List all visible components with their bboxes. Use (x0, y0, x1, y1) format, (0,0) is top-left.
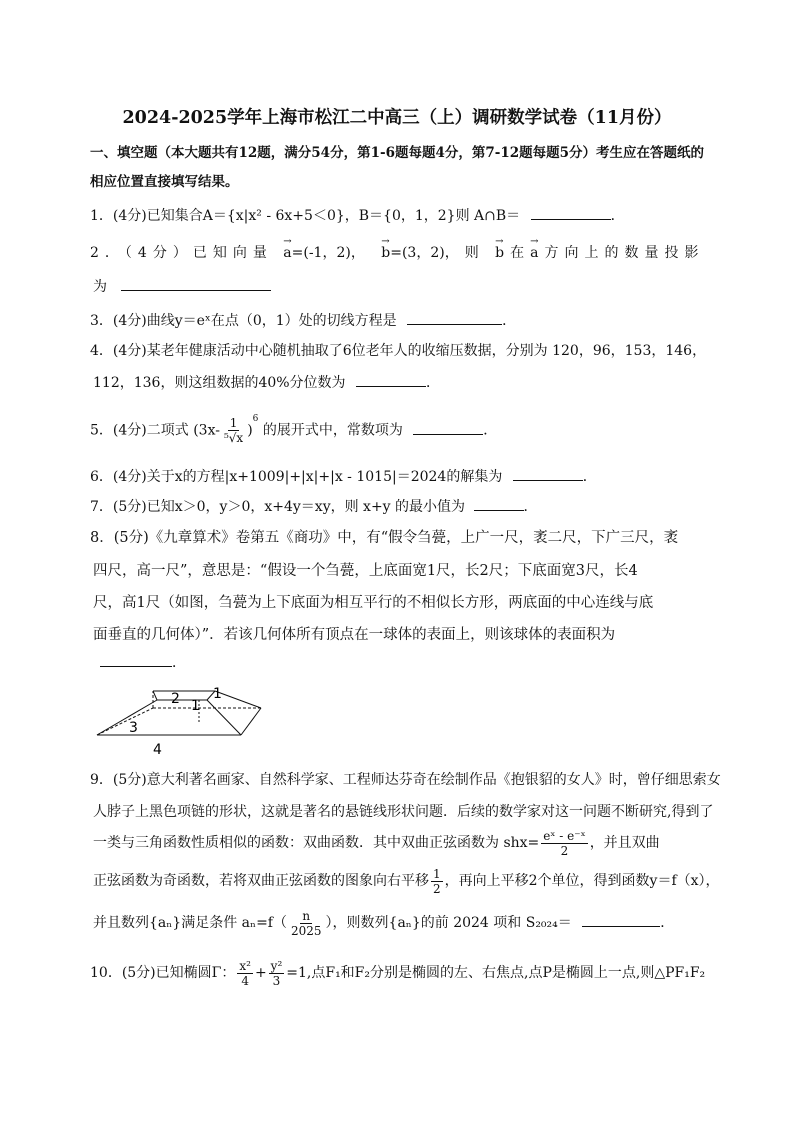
fraction-numerator: 1 (229, 416, 238, 431)
figure-label-1-height: 1 (191, 698, 200, 714)
question-1-text: 1．(4分)已知集合A＝{x|x² - 6x+5＜0}，B＝{0，1，2}则 A∩B＝ (90, 208, 521, 224)
question-4-text: 112，136，则这组数据的40%分位数为 (93, 375, 346, 391)
binomial-expression: (3x- (193, 422, 220, 439)
sinh-denominator: 2 (560, 843, 569, 858)
question-5-prefix: 5．(4分)二项式 (90, 422, 189, 439)
question-6: 6．(4分)关于x的方程|x+1009|+|x|+|x - 1015|＝2024的解集为 ． (90, 466, 597, 487)
figure-edge (241, 708, 261, 735)
question-7-text: 7．(5分)已知x＞0，y＞0，x+4y＝xy，则 x+y 的最小值为 (90, 499, 466, 515)
question-8-line3: 尺，高1尺（如图，刍甍为上下底面为相互平行的不相似长方形，两底面的中心连线与底 (93, 595, 654, 611)
section-instructions-line2: 相应位置直接填写结果。 (90, 174, 239, 190)
question-2: 2．（4分）已知向量 → a=(-1，2)， → b=(3，2)，则 → b在→ a方向上的数量投影 (90, 243, 705, 263)
answer-blank-6[interactable] (513, 466, 583, 481)
question-10 (90, 958, 705, 988)
question-6-text: 6．(4分)关于x的方程|x+1009|+|x|+|x - 1015|＝2024的解集为 (90, 469, 503, 485)
question-5-suffix: 的展开式中，常数项为 (262, 422, 403, 439)
ellipse-y-fraction (269, 959, 285, 988)
question-8-line1: 8．(5分)《九章算术》卷第五《商功》中，有“假令刍甍，上广一尺，袤二尺，下广三尺，袤 (90, 530, 679, 546)
question-7: 7．(5分)已知x＞0，y＞0，x+4y＝xy，则 x+y 的最小值为 ． (90, 496, 538, 517)
section-instructions-line1: 一、填空题（本大题共有12题，满分54分，第1-6题每题4分，第7-12题每题5分）考生应在答题纸的 (90, 145, 705, 161)
question-2-text-a: 2．（4分）已知向量 (90, 245, 273, 261)
ellipse-x-numerator: x² (239, 958, 251, 973)
figure-edge (207, 700, 241, 735)
question-9-text-d: ，再向上平移2个单位，得到函数y＝f（x）， (444, 873, 720, 889)
question-9-line2: 人脖子上黑色项链的形状，这就是著名的悬链线形状问题．后续的数学家对这一问题不断研究,得到了 (93, 804, 714, 820)
ellipse-x-denominator: 4 (241, 973, 249, 988)
sequence-numerator: n (302, 908, 311, 923)
figure-label-1-width: 1 (213, 686, 222, 702)
question-9-text-e: 并且数列{aₙ}满足条件 aₙ=f（ (93, 915, 287, 931)
figure-label-2: 2 (171, 691, 180, 707)
binomial-close: ) (247, 422, 253, 439)
figure-label-3: 3 (129, 720, 138, 736)
answer-blank-3[interactable] (407, 310, 502, 325)
shift-fraction (431, 867, 443, 896)
binomial-fraction (222, 416, 245, 445)
question-9-text-c: 正弦函数为奇函数，若将双曲正弦函数的图象向右平移 (93, 873, 429, 889)
question-3: 3．(4分)曲线y＝eˣ在点（0，1）处的切线方程是 ． (90, 310, 516, 331)
question-2-text-c: 为 (93, 279, 107, 295)
question-9-line5: 并且数列{aₙ}满足条件 aₙ=f（ $\frac{n}{2025}$ ），则数列{aₙ}的前 2024 项和 S₂₀₂₄＝ ． (93, 908, 675, 938)
question-10-suffix: =1,点F₁和F₂分别是椭圆的左、右焦点,点P是椭圆上一点,则△PF₁F₂ (286, 965, 706, 981)
question-4-line2: 112，136，则这组数据的40%分位数为 ． (93, 372, 440, 393)
answer-blank-8[interactable] (100, 652, 172, 667)
figure-edge (97, 700, 157, 735)
answer-blank-1[interactable] (531, 205, 611, 220)
ellipse-y-denominator: 3 (272, 973, 281, 988)
sequence-fraction (289, 909, 324, 938)
question-8-line2: 四尺，高一尺”，意思是：“假设一个刍甍，上底面宽1尺，长2尺；下底面宽3尺，长4 (93, 563, 638, 579)
sequence-denominator: 2025 (290, 923, 322, 938)
question-9-line1: 9．(5分)意大利著名画家、自然科学家、工程师达芬奇在绘制作品《抱银貂的女人》时，曾仔细思索女 (90, 772, 721, 788)
question-2-line2 (93, 276, 271, 297)
chumeng-figure (95, 678, 275, 758)
fraction-denominator: ⁵√x (223, 431, 244, 446)
answer-blank-2[interactable] (121, 276, 271, 291)
answer-blank-9[interactable] (582, 912, 660, 927)
question-8-blank-line: ． (100, 652, 186, 673)
exam-title: 2024-2025学年上海市松江二中高三（上）调研数学试卷（11月份） (122, 108, 672, 128)
ellipse-y-numerator: y² (270, 958, 283, 973)
answer-blank-4[interactable] (356, 372, 426, 387)
question-9-line4 (93, 866, 720, 896)
vector-b-on: → b在 (495, 243, 530, 263)
question-9-line3 (93, 828, 660, 858)
question-9-text-f: ），则数列{aₙ}的前 2024 项和 S₂₀₂₄＝ (325, 915, 572, 931)
binomial-power: 6 (252, 414, 259, 424)
ellipse-plus: + (254, 965, 267, 981)
figure-edge (153, 691, 157, 700)
figure-edge (97, 708, 153, 735)
question-9-text-b: ，并且双曲 (589, 835, 660, 851)
answer-blank-5[interactable] (413, 420, 483, 435)
question-5: 5．(4分)二项式 (3x- $\frac{1}{\text{⁵√x}}$ )$^6$ 的展开式中，常数项为 ． (90, 414, 498, 446)
question-2-text-b: ，则 (444, 245, 485, 261)
shift-numerator: 1 (433, 866, 441, 881)
question-1: 1．(4分)已知集合A＝{x|x² - 6x+5＜0}，B＝{0，1，2}则 A∩B＝ ． (90, 205, 625, 226)
question-9-text-a: 一类与三角函数性质相似的函数：双曲函数．其中双曲正弦函数为 shx= (93, 835, 540, 851)
question-10-prefix: 10．(5分)已知椭圆Γ： (90, 965, 236, 981)
sinh-fraction (541, 829, 587, 858)
question-4-line1: 4．(4分)某老年健康活动中心随机抽取了6位老年人的收缩压数据，分别为 120，96，153，146， (90, 343, 707, 359)
answer-blank-7[interactable] (474, 496, 524, 511)
ellipse-x-fraction (237, 959, 253, 988)
shift-denominator: 2 (433, 881, 441, 896)
figure-label-4: 4 (153, 742, 162, 758)
vector-a: → a=(-1，2) (283, 243, 351, 263)
sinh-numerator: eˣ - e⁻ˣ (543, 828, 586, 843)
question-8-line4: 面垂直的几何体）”．若该几何体所有顶点在一球体的表面上，则该球体的表面积为 (93, 627, 616, 643)
question-3-text: 3．(4分)曲线y＝eˣ在点（0，1）处的切线方程是 (90, 313, 397, 329)
vector-b: → b=(3，2) (381, 243, 444, 263)
vector-a-direction: → a方向上的数量投影 (530, 243, 704, 263)
